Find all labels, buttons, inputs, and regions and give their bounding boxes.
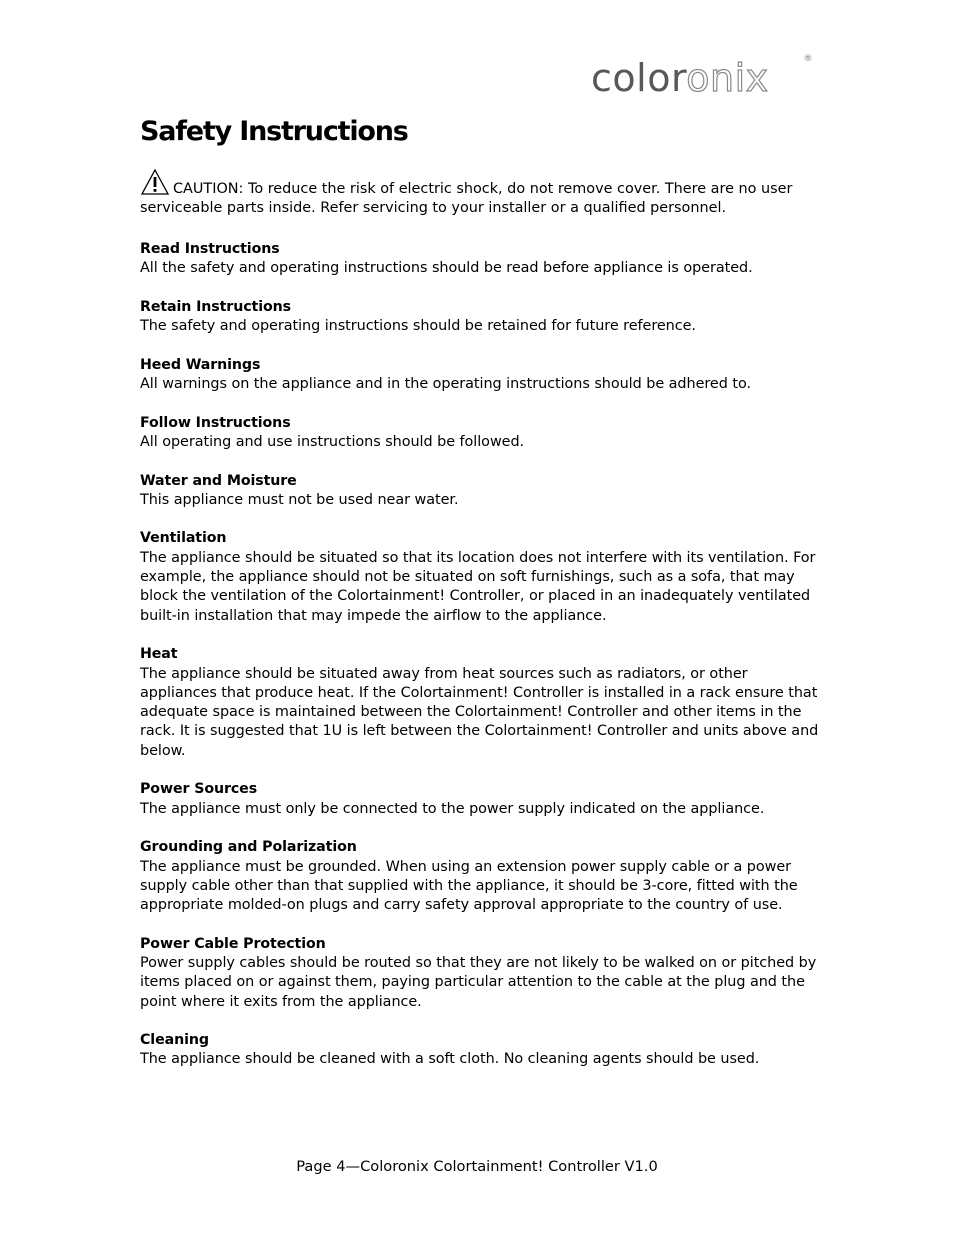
safety-sections — [140, 240, 820, 1089]
caution-notice — [140, 168, 820, 219]
section-heading: Retain Instructions — [140, 298, 291, 315]
logo-text-onix: onix — [686, 56, 769, 100]
section-body: The appliance should be cleaned with a soft cloth. No cleaning agents should be used. — [140, 1051, 760, 1068]
safety-section — [140, 780, 820, 819]
safety-section — [140, 240, 820, 279]
section-heading: Power Cable Protection — [140, 935, 326, 952]
caution-text: CAUTION: To reduce the risk of electric shock, do not remove cover. There are no user serviceable parts inside. Refer servicing to your installer or a qualified personnel. — [140, 181, 793, 217]
page-title: Safety Instructions — [140, 116, 408, 147]
safety-section — [140, 935, 820, 1012]
section-heading: Read Instructions — [140, 241, 280, 257]
section-heading: Cleaning — [140, 1032, 209, 1049]
safety-section — [140, 356, 820, 395]
safety-section — [140, 529, 820, 625]
section-body: The appliance should be situated away from heat sources such as radiators, or other appliances that produce heat. If the Colortainment! Controller is installed in a rack ensure that adequate space is maintained between the Colortainment! Controller and other items in the rack. It is suggested that 1U is left between the Colortainment! Controller and units above and below. — [140, 665, 819, 759]
section-heading: Follow Instructions — [140, 414, 291, 431]
section-body: All operating and use instructions should be followed. — [140, 433, 525, 450]
section-body: The appliance must be grounded. When using an extension power supply cable or a power supply cable other than that supplied with the appliance, it should be 3-core, fitted with the appropriate molded-on plugs and carry safety approval appropriate to the country of use. — [140, 858, 798, 914]
section-body: The safety and operating instructions should be retained for future reference. — [140, 318, 696, 335]
section-body: This appliance must not be used near water. — [140, 491, 459, 508]
page-footer: Page 4—Coloronix Colortainment! Controller V1.0 — [296, 1158, 658, 1175]
warning-triangle-icon — [140, 168, 170, 196]
safety-section — [140, 414, 820, 453]
logo-text-color: color — [591, 56, 687, 100]
section-body: The appliance must only be connected to the power supply indicated on the appliance. — [140, 800, 765, 817]
safety-section — [140, 298, 820, 337]
section-heading: Heat — [140, 646, 178, 663]
safety-section — [140, 472, 820, 511]
safety-section — [140, 838, 820, 915]
safety-section — [140, 645, 820, 761]
section-heading: Water and Moisture — [140, 472, 297, 489]
brand-logo — [591, 54, 813, 100]
section-heading: Power Sources — [140, 781, 258, 798]
section-body: The appliance should be situated so that its location does not interfere with its ventilation. For example, the appliance should not be situated on soft furnishings, such as a sofa, that may block the ventilation of the Colortainment! Controller, or placed in an inadequately ventilated built-in installation that may impede the airflow to the appliance. — [140, 549, 816, 624]
section-body: All warnings on the appliance and in the operating instructions should be adhered to. — [140, 376, 751, 393]
section-heading: Heed Warnings — [140, 356, 261, 373]
section-heading: Ventilation — [140, 530, 227, 547]
safety-section — [140, 1031, 820, 1070]
registered-mark: ® — [803, 54, 813, 64]
section-body: All the safety and operating instructions should be read before appliance is operated. — [140, 260, 753, 277]
section-heading: Grounding and Polarization — [140, 839, 357, 856]
section-body: Power supply cables should be routed so that they are not likely to be walked on or pitched by items placed on or against them, paying particular attention to the cable at the plug and the point where it exits from the appliance. — [140, 954, 817, 1010]
